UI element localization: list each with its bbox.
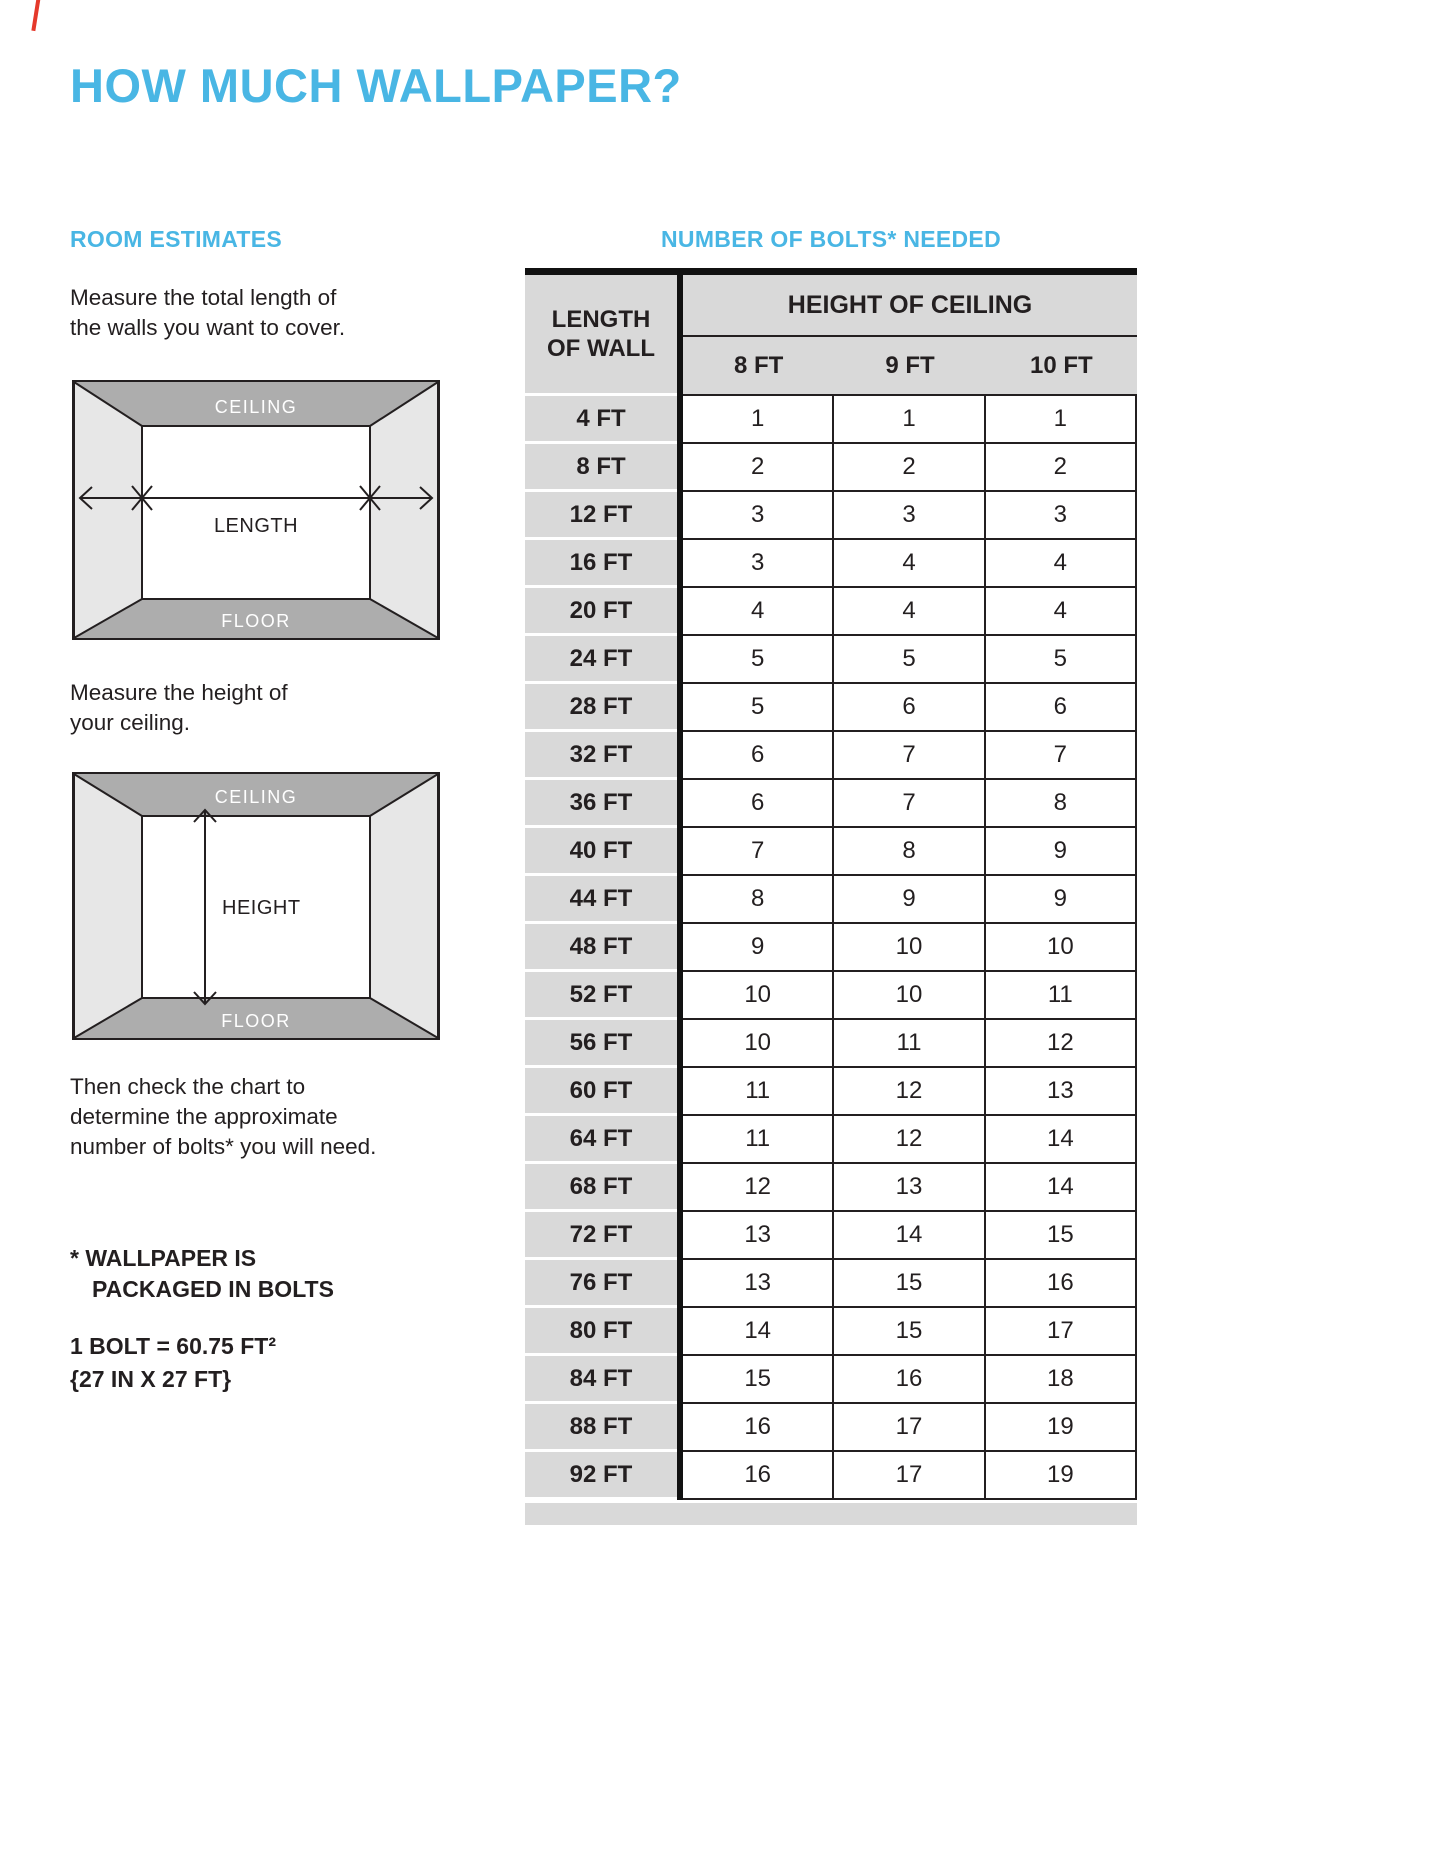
bolt-count-cell: 13	[683, 1260, 834, 1306]
bolt-count-cell: 3	[683, 492, 834, 538]
bolt-counts	[683, 924, 1137, 972]
bolt-count-cell: 10	[834, 972, 985, 1018]
bolts-table	[525, 268, 1137, 1525]
table-bottom-band	[525, 1503, 1137, 1525]
text-line: determine the approximate	[70, 1104, 338, 1129]
wall-length-cell: 48 FT	[525, 924, 677, 969]
wall-length-cell: 4 FT	[525, 396, 677, 441]
bolt-count-cell: 11	[834, 1020, 985, 1066]
bolt-count-cell: 14	[683, 1308, 834, 1354]
bolt-counts	[683, 1404, 1137, 1452]
bolt-count-cell: 9	[834, 876, 985, 922]
table-row	[525, 1212, 1137, 1260]
table-row	[525, 924, 1137, 972]
table-row	[525, 588, 1137, 636]
floor-label: FLOOR	[221, 1011, 291, 1031]
table-row	[525, 732, 1137, 780]
bolt-count-cell: 4	[834, 540, 985, 586]
bolt-counts	[683, 444, 1137, 492]
bolt-count-cell: 17	[834, 1452, 985, 1498]
bolt-count-cell: 3	[986, 492, 1137, 538]
bolt-count-cell: 14	[986, 1116, 1137, 1162]
bolt-count-cell: 2	[834, 444, 985, 490]
ceiling-label: CEILING	[214, 397, 298, 417]
bolt-count-cell: 10	[986, 924, 1137, 970]
bolt-count-cell: 1	[834, 396, 985, 442]
bolt-count-cell: 10	[683, 1020, 834, 1066]
bolt-counts	[683, 1452, 1137, 1500]
bolt-count-cell: 12	[986, 1020, 1137, 1066]
bolt-counts	[683, 684, 1137, 732]
bolts-needed-heading: NUMBER OF BOLTS* NEEDED	[661, 226, 1001, 252]
bolt-count-cell: 7	[834, 780, 985, 826]
bolt-count-cell: 6	[683, 780, 834, 826]
bolt-counts	[683, 1260, 1137, 1308]
wall-length-cell: 32 FT	[525, 732, 677, 777]
column-header-8ft: 8 FT	[733, 351, 784, 379]
bolt-counts	[683, 828, 1137, 876]
table-row	[525, 780, 1137, 828]
height-label: HEIGHT	[222, 897, 301, 919]
bolt-counts	[683, 1308, 1137, 1356]
bolt-count-cell: 5	[834, 636, 985, 682]
table-header-row	[525, 275, 1137, 396]
wall-length-cell: 80 FT	[525, 1308, 677, 1353]
wall-length-cell: 24 FT	[525, 636, 677, 681]
bolt-count-cell: 10	[683, 972, 834, 1018]
bolt-count-cell: 17	[986, 1308, 1137, 1354]
wall-length-cell: 76 FT	[525, 1260, 677, 1305]
instruction-step-1	[70, 283, 345, 343]
wall-length-cell: 28 FT	[525, 684, 677, 729]
table-row	[525, 396, 1137, 444]
bolt-counts	[683, 636, 1137, 684]
table-row	[525, 828, 1137, 876]
table-row	[525, 684, 1137, 732]
wall-length-cell: 44 FT	[525, 876, 677, 921]
table-row	[525, 972, 1137, 1020]
bolt-count-cell: 11	[683, 1116, 834, 1162]
table-row	[525, 1020, 1137, 1068]
table-row	[525, 876, 1137, 924]
wall-length-cell: 84 FT	[525, 1356, 677, 1401]
bolt-counts	[683, 588, 1137, 636]
bolt-count-cell: 19	[986, 1452, 1137, 1498]
bolt-count-cell: 14	[834, 1212, 985, 1258]
wall-length-cell: 16 FT	[525, 540, 677, 585]
bolt-count-cell: 16	[683, 1404, 834, 1450]
bolt-count-cell: 5	[986, 636, 1137, 682]
bolt-count-cell: 11	[683, 1068, 834, 1114]
ceiling-height-header-group	[683, 275, 1137, 396]
bolt-count-cell: 12	[834, 1116, 985, 1162]
table-row	[525, 1356, 1137, 1404]
bolt-count-cell: 7	[834, 732, 985, 778]
table-row	[525, 1116, 1137, 1164]
wallpaper-footnote	[70, 1243, 334, 1305]
bolt-count-cell: 3	[834, 492, 985, 538]
wall-length-cell: 52 FT	[525, 972, 677, 1017]
table-vertical-rule	[677, 275, 683, 1500]
bolt-dimensions-line: {27 IN X 27 FT}	[70, 1366, 232, 1392]
bolt-count-cell: 16	[683, 1452, 834, 1498]
bolt-counts	[683, 1020, 1137, 1068]
wall-length-cell: 68 FT	[525, 1164, 677, 1209]
bolt-count-cell: 14	[986, 1164, 1137, 1210]
bolt-count-cell: 7	[986, 732, 1137, 778]
room-height-diagram	[72, 772, 440, 1040]
bolt-count-cell: 4	[683, 588, 834, 634]
wall-length-cell: 60 FT	[525, 1068, 677, 1113]
table-row	[525, 444, 1137, 492]
bolt-size-info	[70, 1330, 276, 1396]
text-line: LENGTH	[551, 306, 651, 333]
wall-length-cell: 8 FT	[525, 444, 677, 489]
bolt-count-cell: 2	[683, 444, 834, 490]
bolt-counts	[683, 1212, 1137, 1260]
table-row	[525, 1308, 1137, 1356]
bolt-count-cell: 13	[683, 1212, 834, 1258]
bolt-counts	[683, 972, 1137, 1020]
bolt-count-cell: 15	[986, 1212, 1137, 1258]
bolt-count-cell: 2	[986, 444, 1137, 490]
table-row	[525, 1404, 1137, 1452]
text-line: PACKAGED IN BOLTS	[92, 1276, 334, 1302]
room-estimates-heading: ROOM ESTIMATES	[70, 226, 283, 252]
bolt-count-cell: 1	[683, 396, 834, 442]
bolt-count-cell: 9	[986, 876, 1137, 922]
wall-length-cell: 40 FT	[525, 828, 677, 873]
bolt-count-cell: 8	[683, 876, 834, 922]
bolt-count-cell: 6	[683, 732, 834, 778]
table-row	[525, 1452, 1137, 1500]
wall-length-cell: 20 FT	[525, 588, 677, 633]
bolt-count-cell: 4	[834, 588, 985, 634]
bolt-count-cell: 15	[683, 1356, 834, 1402]
page-title: HOW MUCH WALLPAPER?	[70, 59, 682, 112]
bolt-count-cell: 5	[683, 636, 834, 682]
bolt-count-cell: 12	[683, 1164, 834, 1210]
text-line: * WALLPAPER IS	[70, 1245, 257, 1271]
bolt-count-cell: 15	[834, 1308, 985, 1354]
bolt-count-cell: 6	[834, 684, 985, 730]
bolt-count-cell: 16	[986, 1260, 1137, 1306]
room-length-diagram	[72, 380, 440, 640]
wall-length-cell: 36 FT	[525, 780, 677, 825]
bolt-count-cell: 10	[834, 924, 985, 970]
bolt-count-cell: 13	[834, 1164, 985, 1210]
height-of-ceiling-header: HEIGHT OF CEILING	[683, 275, 1137, 337]
bolt-counts	[683, 1116, 1137, 1164]
bolt-count-cell: 3	[683, 540, 834, 586]
bolt-count-cell: 5	[683, 684, 834, 730]
bolt-count-cell: 4	[986, 540, 1137, 586]
bolt-count-cell: 11	[986, 972, 1137, 1018]
bolt-counts	[683, 492, 1137, 540]
bolt-count-cell: 13	[986, 1068, 1137, 1114]
ceiling-columns-row	[683, 337, 1137, 394]
bolt-count-cell: 19	[986, 1404, 1137, 1450]
floor-label: FLOOR	[221, 611, 291, 631]
bolt-counts	[683, 876, 1137, 924]
bolt-counts	[683, 396, 1137, 444]
bolt-count-cell: 9	[986, 828, 1137, 874]
bolt-count-cell: 8	[986, 780, 1137, 826]
bolt-count-cell: 15	[834, 1260, 985, 1306]
red-crop-mark	[31, 0, 40, 31]
text-line: Measure the total length of	[70, 285, 337, 310]
ceiling-label: CEILING	[214, 787, 298, 807]
length-of-wall-header	[525, 275, 677, 393]
bolt-table-rows	[525, 396, 1137, 1500]
column-header-9ft: 9 FT	[885, 351, 935, 379]
instruction-step-3	[70, 1072, 376, 1162]
table-row	[525, 1164, 1137, 1212]
bolt-count-cell: 8	[834, 828, 985, 874]
text-line: your ceiling.	[70, 710, 191, 735]
bolt-count-cell: 18	[986, 1356, 1137, 1402]
table-row	[525, 492, 1137, 540]
table-row	[525, 636, 1137, 684]
bolt-count-cell: 17	[834, 1404, 985, 1450]
bolt-count-cell: 16	[834, 1356, 985, 1402]
wall-length-cell: 56 FT	[525, 1020, 677, 1065]
text-line: Measure the height of	[70, 680, 288, 705]
text-line: number of bolts* you will need.	[70, 1134, 377, 1159]
bolt-count-cell: 7	[683, 828, 834, 874]
bolt-count-cell: 9	[683, 924, 834, 970]
wall-length-cell: 92 FT	[525, 1452, 677, 1497]
wall-length-cell: 64 FT	[525, 1116, 677, 1161]
bolt-area-line: 1 BOLT = 60.75 FT²	[70, 1333, 276, 1359]
table-row	[525, 1068, 1137, 1116]
bolt-counts	[683, 1356, 1137, 1404]
bolt-counts	[683, 540, 1137, 588]
bolt-counts	[683, 1068, 1137, 1116]
wall-length-cell: 72 FT	[525, 1212, 677, 1257]
bolt-count-cell: 12	[834, 1068, 985, 1114]
bolt-counts	[683, 780, 1137, 828]
bolt-count-cell: 6	[986, 684, 1137, 730]
table-top-rule	[525, 268, 1137, 275]
table-row	[525, 540, 1137, 588]
text-line: OF WALL	[547, 335, 655, 362]
bolt-count-cell: 4	[986, 588, 1137, 634]
bolt-count-cell: 1	[986, 396, 1137, 442]
bolt-counts	[683, 732, 1137, 780]
instruction-step-2	[70, 678, 288, 738]
wall-length-cell: 12 FT	[525, 492, 677, 537]
table-row	[525, 1260, 1137, 1308]
column-header-10ft: 10 FT	[1029, 351, 1093, 379]
wall-length-cell: 88 FT	[525, 1404, 677, 1449]
text-line: the walls you want to cover.	[70, 315, 346, 340]
length-label: LENGTH	[213, 515, 299, 537]
bolt-counts	[683, 1164, 1137, 1212]
back-wall	[142, 426, 370, 599]
text-line: Then check the chart to	[70, 1074, 306, 1099]
